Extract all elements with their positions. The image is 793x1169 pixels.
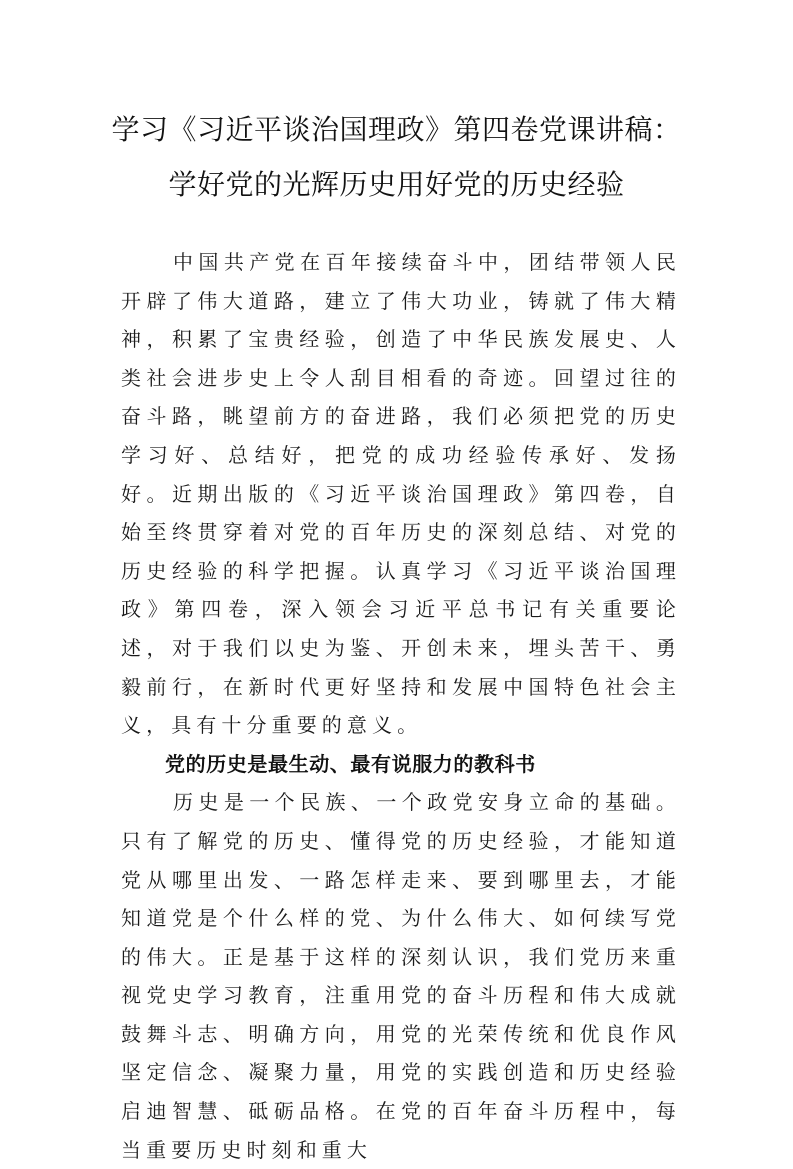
section-heading: 党的历史是最生动、最有说服力的教科书 <box>165 751 536 776</box>
intro-paragraph: 中国共产党在百年接续奋斗中，团结带领人民开辟了伟大道路，建立了伟大功业，铸就了伟大精神，积累了宝贵经验，创造了中华民族发展史、人类社会进步史上令人刮目相看的奇迹。回望过往的奋斗路，眺望前方的奋进路，我们必须把党的历史学习好、总结好，把党的成功经验传承好、发扬好。近期出版的《习近平谈治国理政》第四卷，自始至终贯穿着对党的百年历史的深刻总结、对党的历史经验的科学把握。认真学习《习近平谈治国理政》第四卷，深入领会习近平总书记有关重要论述，对于我们以史为鉴、开创未来，埋头苦干、勇毅前行，在新时代更好坚持和发展中国特色社会主义，具有十分重要的意义。 <box>121 250 681 738</box>
section-paragraph: 历史是一个民族、一个政党安身立命的基础。只有了解党的历史、懂得党的历史经验，才能知道党从哪里出发、一路怎样走来、要到哪里去，才能知道党是个什么样的党、为什么伟大、如何续写党的伟大。正是基于这样的深刻认识，我们党历来重视党史学习教育，注重用党的奋斗历程和伟大成就鼓舞斗志、明确方向，用党的光荣传统和优良作风坚定信念、凝聚力量，用党的实践创造和历史经验启迪智慧、砥砺品格。在党的百年奋斗历程中，每当重要历史时刻和重大 <box>121 790 681 1162</box>
document-title-line-2: 学好党的光辉历史用好党的历史经验 <box>168 168 625 201</box>
document-body <box>121 243 681 1169</box>
document-title-line-1: 学习《习近平谈治国理政》第四卷党课讲稿： <box>111 113 682 146</box>
